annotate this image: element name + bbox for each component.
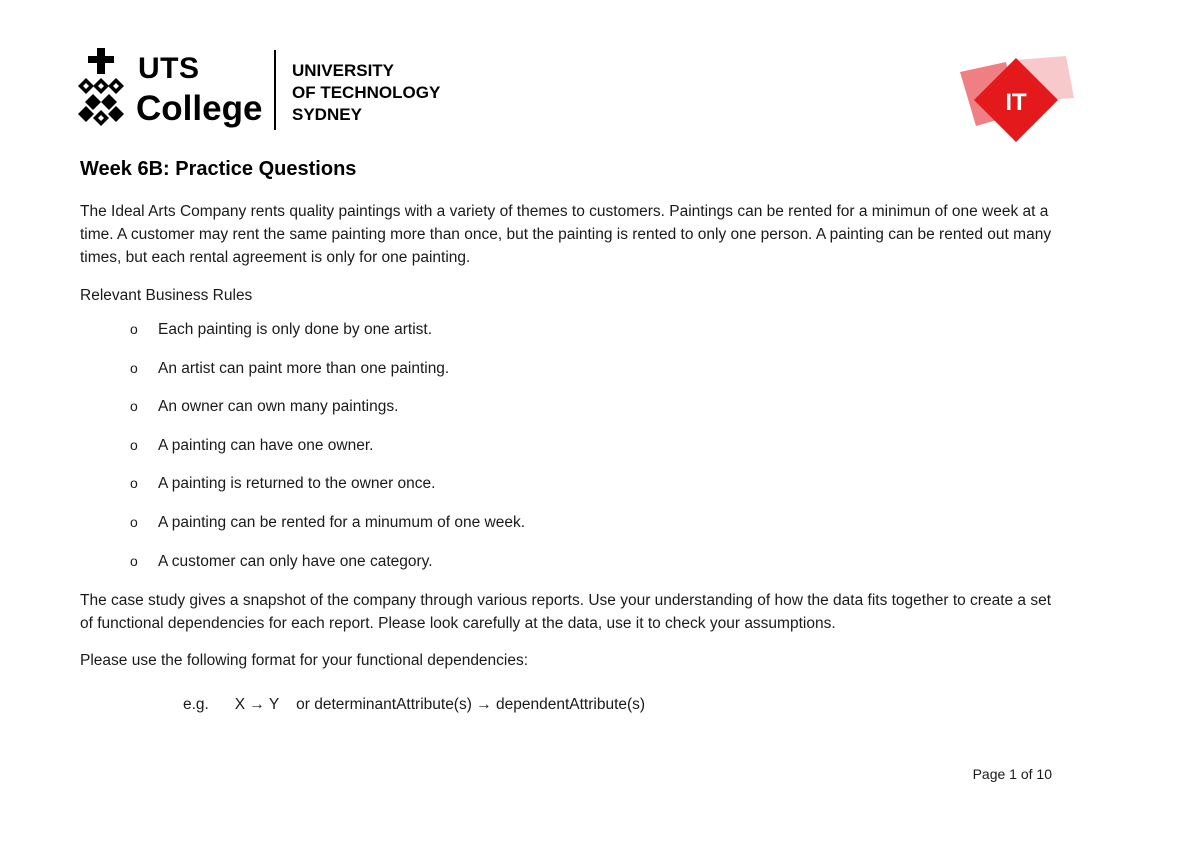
rule-text: A painting can have one owner. <box>158 436 374 454</box>
list-item <box>130 511 525 550</box>
bullet-icon: o <box>130 513 138 530</box>
bullet-icon: o <box>130 552 138 569</box>
rule-text: An artist can paint more than one painting. <box>158 359 450 377</box>
university-line-2: OF TECHNOLOGY <box>292 83 441 102</box>
bullet-icon: o <box>130 321 138 337</box>
intro-paragraph: The Ideal Arts Company rents quality paintings with a variety of themes to customers. Paintings can be rented for a minimun of one week at a time. A customer may rent the same painting more than once, but the painting is rented to only one person. A painting can be rented out many times, but each rental agreement is only for one painting. <box>80 203 1052 266</box>
list-item <box>130 318 525 357</box>
business-rules-list <box>130 318 525 588</box>
it-badge-label: IT <box>1005 89 1027 116</box>
bullet-icon: o <box>130 475 138 492</box>
rule-text: Each painting is only done by one artist. <box>158 321 433 338</box>
fd-example: e.g. X → Y or determinantAttribute(s) → dependentAttribute(s) <box>183 696 646 713</box>
format-instruction: Please use the following format for your functional dependencies: <box>80 652 529 669</box>
page-title: Week 6B: Practice Questions <box>80 158 357 180</box>
bullet-icon: o <box>130 398 138 415</box>
list-item <box>130 472 525 511</box>
university-name <box>292 60 440 126</box>
rule-text: An owner can own many paintings. <box>158 398 399 416</box>
logo-uts-text: UTS <box>138 52 200 85</box>
list-item <box>130 395 525 434</box>
list-item <box>130 550 525 589</box>
university-line-1: UNIVERSITY <box>292 61 395 80</box>
page-number: Page 1 of 10 <box>972 766 1052 782</box>
rule-text: A customer can only have one category. <box>158 552 433 570</box>
rule-text: A painting can be rented for a minumum of one week. <box>158 513 526 531</box>
bullet-icon: o <box>130 359 138 376</box>
case-study-paragraph: The case study gives a snapshot of the company through various reports. Use your understanding of how the data fits together to create a set of functional dependencies for each report. Please look carefully at the data, use it to check your assumptions. <box>80 592 1052 632</box>
rule-text: A painting is returned to the owner once. <box>158 475 436 493</box>
uts-crest-icon <box>78 48 124 130</box>
logo-college-text: College <box>136 89 263 128</box>
uts-college-logo <box>78 48 458 130</box>
logo-divider <box>274 50 276 130</box>
list-item <box>130 434 525 473</box>
bullet-icon: o <box>130 436 138 453</box>
it-badge-icon <box>958 52 1078 148</box>
list-item <box>130 357 525 396</box>
rules-heading: Relevant Business Rules <box>80 287 253 304</box>
university-line-3: SYDNEY <box>292 105 362 124</box>
